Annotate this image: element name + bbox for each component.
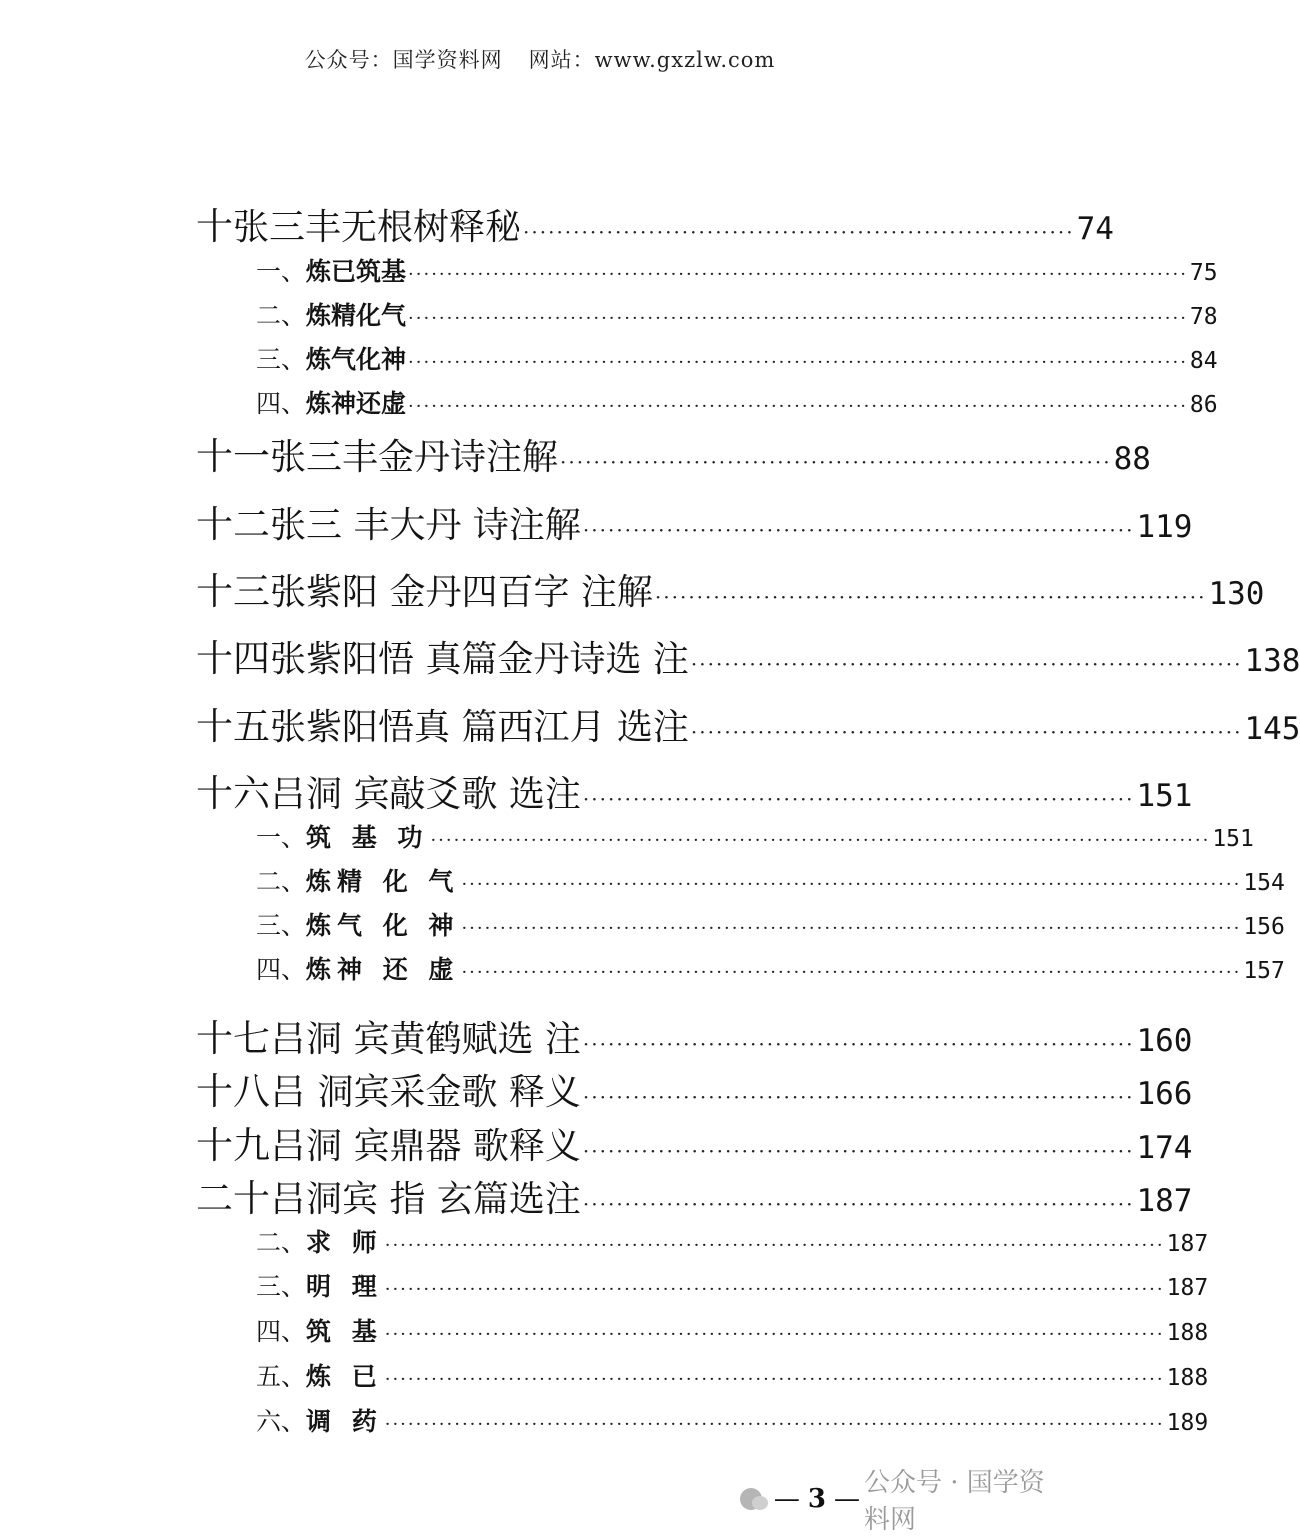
entry-page: 188 <box>1166 1320 1209 1346</box>
entry-number: 二、 <box>256 867 307 896</box>
toc-subentry <box>256 340 1218 376</box>
entry-number: 一、 <box>256 257 307 286</box>
toc-entry <box>196 196 1114 250</box>
dot-leader: ·································································· <box>582 1192 1135 1216</box>
toc-subentry <box>256 384 1218 420</box>
dot-leader: ·································································· <box>582 1139 1135 1163</box>
toc-subentry <box>256 818 1254 854</box>
entry-number: 十二 <box>196 503 270 546</box>
entry-page: 156 <box>1243 914 1285 940</box>
toc-entry <box>196 561 1265 615</box>
dot-leader: ····································································································· <box>430 830 1211 851</box>
entry-number: 二十 <box>196 1177 270 1220</box>
dot-leader: ····································································································· <box>384 1235 1165 1256</box>
toc-subentry <box>256 950 1285 986</box>
dot-leader: ·································································· <box>690 652 1243 676</box>
entry-title: 明 理 <box>306 1272 383 1301</box>
toc-entry <box>196 426 1151 480</box>
entry-title: 求 师 <box>306 1228 383 1257</box>
entry-page: 187 <box>1166 1231 1209 1257</box>
entry-title: 炼 已 <box>306 1362 383 1391</box>
entry-number: 一、 <box>256 823 307 852</box>
entry-title: 吕洞宾 指 玄篇选注 <box>270 1179 581 1220</box>
entry-page: 189 <box>1166 1410 1209 1436</box>
entry-number: 十七 <box>196 1017 270 1060</box>
entry-number: 三、 <box>256 345 307 374</box>
page-footer: — 3 — 公众号 · 国学资料网 <box>740 1462 1060 1536</box>
entry-page: 86 <box>1189 392 1218 418</box>
entry-page: 187 <box>1166 1275 1209 1301</box>
entry-number: 四、 <box>256 955 307 984</box>
dot-leader: ·································································· <box>582 1032 1135 1056</box>
toc-subentry <box>256 1402 1209 1438</box>
page-number: 3 <box>807 1484 826 1514</box>
toc-subentry <box>256 1267 1209 1303</box>
entry-number: 三、 <box>256 1272 307 1301</box>
dot-leader: ····································································································· <box>461 962 1242 983</box>
toc-entry <box>196 696 1300 750</box>
dot-leader: ····································································································· <box>384 1414 1165 1435</box>
toc-entry <box>196 1008 1193 1062</box>
entry-title: 张紫阳 金丹四百字 注解 <box>270 572 653 613</box>
entry-title: 张三丰金丹诗注解 <box>270 437 559 478</box>
entry-title: 张三 丰大丹 诗注解 <box>270 505 581 546</box>
entry-title: 调 药 <box>306 1407 383 1436</box>
entry-number: 四、 <box>256 389 307 418</box>
entry-title: 炼气化神 <box>306 345 407 374</box>
dot-leader: ····································································································· <box>408 308 1188 329</box>
toc-entry <box>196 1061 1193 1115</box>
account-label: 公众号：国学资料网 <box>304 48 503 72</box>
entry-number: 十四 <box>196 637 270 680</box>
entry-number: 二、 <box>256 1228 307 1257</box>
entry-number: 五、 <box>256 1362 307 1391</box>
entry-number: 二、 <box>256 301 307 330</box>
entry-page: 78 <box>1189 304 1218 330</box>
dot-leader: ·································································· <box>582 787 1135 811</box>
dot-leader: ····································································································· <box>461 918 1242 939</box>
dot-leader: ····································································································· <box>408 396 1188 417</box>
entry-page: 130 <box>1208 576 1265 612</box>
entry-title: 炼精 化 气 <box>306 867 460 896</box>
entry-title: 筑 基 <box>306 1317 383 1346</box>
entry-title: 张紫阳悟真 篇西江月 选注 <box>270 707 689 748</box>
entry-page: 75 <box>1189 260 1218 286</box>
entry-number: 十九 <box>196 1124 270 1167</box>
entry-page: 151 <box>1212 826 1254 852</box>
entry-page: 187 <box>1136 1183 1193 1219</box>
entry-page: 157 <box>1243 958 1285 984</box>
entry-number: 十三 <box>196 570 270 613</box>
entry-number: 十六 <box>196 772 270 815</box>
entry-page: 138 <box>1244 643 1300 679</box>
dot-leader: ·································································· <box>690 720 1243 744</box>
site-label: 网站：www.gxzlw.com <box>528 48 776 72</box>
dot-leader: ·································································· <box>582 1085 1135 1109</box>
entry-title: 炼精化气 <box>306 301 407 330</box>
entry-page: 88 <box>1113 441 1151 477</box>
dot-leader: ····································································································· <box>384 1279 1165 1300</box>
entry-title: 炼神还虚 <box>306 389 407 418</box>
toc-entry <box>196 1115 1193 1169</box>
entry-number: 十 <box>196 205 233 248</box>
toc-entry <box>196 494 1193 548</box>
toc-subentry <box>256 862 1285 898</box>
entry-title: 张紫阳悟 真篇金丹诗选 注 <box>270 639 689 680</box>
entry-page: 188 <box>1166 1365 1209 1391</box>
entry-title: 吕洞 宾敲爻歌 选注 <box>270 774 581 815</box>
entry-page: 145 <box>1244 711 1300 747</box>
entry-number: 三、 <box>256 911 307 940</box>
entry-title: 炼已筑基 <box>306 257 407 286</box>
dot-leader: ····································································································· <box>408 264 1188 285</box>
toc-subentry <box>256 252 1218 288</box>
toc-entry <box>196 628 1300 682</box>
toc-subentry <box>256 1357 1209 1393</box>
dot-leader: ·································································· <box>582 518 1135 542</box>
entry-page: 84 <box>1189 348 1218 374</box>
dot-leader: ····································································································· <box>384 1369 1165 1390</box>
dot-leader: ····································································································· <box>408 352 1188 373</box>
entry-page: 74 <box>1076 211 1114 247</box>
toc-subentry <box>256 1312 1209 1348</box>
entry-page: 151 <box>1136 778 1193 814</box>
entry-number: 六、 <box>256 1407 307 1436</box>
wechat-icon <box>740 1488 762 1510</box>
entry-title: 炼气 化 神 <box>306 911 460 940</box>
entry-number: 十八 <box>196 1070 270 1113</box>
toc-subentry <box>256 1223 1209 1259</box>
entry-title: 筑 基 功 <box>306 823 429 852</box>
dot-leader: ·································································· <box>523 220 1075 244</box>
entry-number: 四、 <box>256 1317 307 1346</box>
dot-leader: ····································································································· <box>461 874 1242 895</box>
entry-page: 166 <box>1136 1076 1193 1112</box>
dot-leader: ·································································· <box>560 450 1112 474</box>
watermark-text: 公众号 · 国学资料网 <box>863 1468 1045 1535</box>
entry-page: 119 <box>1136 509 1193 545</box>
dot-leader: ·································································· <box>654 585 1207 609</box>
entry-page: 160 <box>1136 1023 1193 1059</box>
toc-subentry <box>256 906 1285 942</box>
entry-page: 154 <box>1243 870 1285 896</box>
entry-title: 炼神 还 虚 <box>306 955 460 984</box>
entry-title: 吕 洞宾采金歌 释义 <box>270 1072 581 1113</box>
entry-title: 吕洞 宾黄鹤赋选 注 <box>270 1019 581 1060</box>
entry-number: 十五 <box>196 705 270 748</box>
entry-title: 吕洞 宾鼎器 歌释义 <box>270 1126 581 1167</box>
dot-leader: ····································································································· <box>384 1324 1165 1345</box>
toc-subentry <box>256 296 1218 332</box>
entry-page: 174 <box>1136 1130 1193 1166</box>
entry-number: 十一 <box>196 435 270 478</box>
toc-entry <box>196 763 1193 817</box>
entry-title: 张三丰无根树释秘 <box>233 207 522 248</box>
toc-entry <box>196 1168 1193 1222</box>
